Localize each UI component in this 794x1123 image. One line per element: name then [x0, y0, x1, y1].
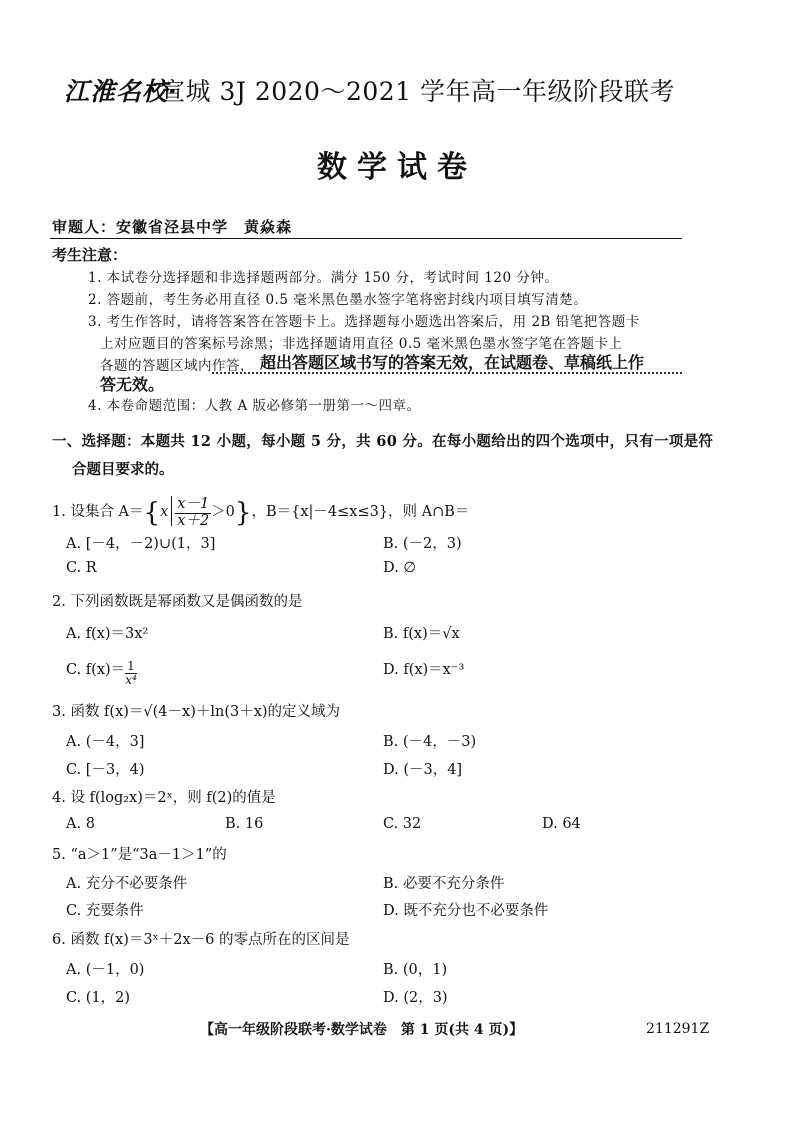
question-3-option-b: B. (－4，－3) [383, 734, 477, 750]
question-1-option-d: D. ∅ [383, 560, 416, 576]
question-2-option-b: B. f(x)＝√x [383, 626, 460, 642]
brand-logo-text: 江淮名校· [64, 77, 178, 106]
question-2-option-d: D. f(x)＝x⁻³ [383, 662, 465, 678]
question-1-option-a: A. [－4，－2)∪(1，3] [66, 536, 216, 552]
question-4-option-b: B. 16 [225, 816, 264, 832]
header-divider [50, 238, 682, 239]
notice-item-4: 4. 本卷命题范围：人教 A 版必修第一册第一～四章。 [88, 398, 421, 414]
question-5-option-d: D. 既不充分也不必要条件 [383, 903, 549, 919]
question-1-option-c: C. R [66, 560, 97, 576]
question-6-option-d: D. (2，3) [383, 990, 448, 1006]
page-footer: 【高一年级阶段联考·数学试卷 第 1 页(共 4 页)】 [200, 1022, 524, 1038]
notice-item-3-line-3a: 各题的答题区域内作答， [100, 358, 254, 374]
paper-title: 数学试卷 [317, 150, 477, 185]
question-4-stem: 4. 设 f(log₂x)＝2ˣ，则 f(2)的值是 [52, 790, 276, 806]
question-2-option-a: A. f(x)＝3x² [66, 626, 149, 642]
question-3-option-c: C. [－3，4) [66, 762, 145, 778]
notice-item-3-line-2: 上对应题目的答案标号涂黑；非选择题请用直径 0.5 毫米黑色墨水签字笔在答题卡上 [100, 336, 623, 352]
section-heading: 一、选择题：本题共 12 小题，每小题 5 分，共 60 分。在每小题给出的四个选项中，只有一项是符 [52, 433, 714, 450]
question-6-option-b: B. (0，1) [383, 962, 448, 978]
question-1-stem: 1. 设集合 A＝{x $\frac{x-1}{x+2}$ ＞0}，B＝{x|－4≤x≤3}，则 A∩B＝ [52, 496, 470, 529]
question-2-stem: 2. 下列函数既是幂函数又是偶函数的是 [52, 594, 303, 610]
notice-heading: 考生注意： [52, 246, 128, 264]
question-5-option-c: C. 充要条件 [66, 903, 144, 919]
question-2-option-c: C. f(x)＝ $\frac{1}{\text{x⁴}}$ [66, 658, 137, 687]
question-5-option-b: B. 必要不充分条件 [383, 876, 505, 892]
question-5-stem: 5. “a＞1”是“3a－1＞1”的 [52, 847, 227, 863]
question-6-option-a: A. (－1，0) [66, 962, 145, 978]
question-1-option-b: B. (－2，3) [383, 536, 462, 552]
emphasis-underline [212, 372, 682, 374]
exam-header-title: 宣城 3J 2020～2021 学年高一年级阶段联考 [160, 77, 676, 106]
question-3-option-a: A. (－4，3] [66, 734, 145, 750]
section-heading-cont: 合题目要求的。 [72, 461, 174, 478]
question-6-option-c: C. (1，2) [66, 990, 131, 1006]
question-4-option-c: C. 32 [383, 816, 422, 832]
notice-item-3-line-4: 答无效。 [100, 375, 165, 394]
question-4-option-d: D. 64 [542, 816, 581, 832]
notice-item-3-line-1: 3. 考生作答时，请将答案答在答题卡上。选择题每小题选出答案后，用 2B 铅笔把答题卡 [88, 314, 640, 330]
notice-item-3-emphasis: 超出答题区域书写的答案无效，在试题卷、草稿纸上作 [260, 353, 645, 372]
notice-item-2: 2. 答题前，考生务必用直径 0.5 毫米黑色墨水签字笔将密封线内项目填写清楚。 [88, 292, 588, 308]
question-5-option-a: A. 充分不必要条件 [66, 876, 188, 892]
paper-code: 211291Z [646, 1021, 710, 1037]
question-6-stem: 6. 函数 f(x)＝3ˣ＋2x－6 的零点所在的区间是 [52, 932, 350, 948]
question-3-stem: 3. 函数 f(x)＝√(4－x)＋ln(3＋x)的定义域为 [52, 704, 341, 720]
question-3-option-d: D. (－3，4] [383, 762, 463, 778]
notice-item-1: 1. 本试卷分选择题和非选择题两部分。满分 150 分，考试时间 120 分钟。 [88, 270, 559, 286]
question-4-option-a: A. 8 [66, 816, 95, 832]
reviewer-line: 审题人：安徽省泾县中学 黄焱森 [52, 218, 293, 236]
